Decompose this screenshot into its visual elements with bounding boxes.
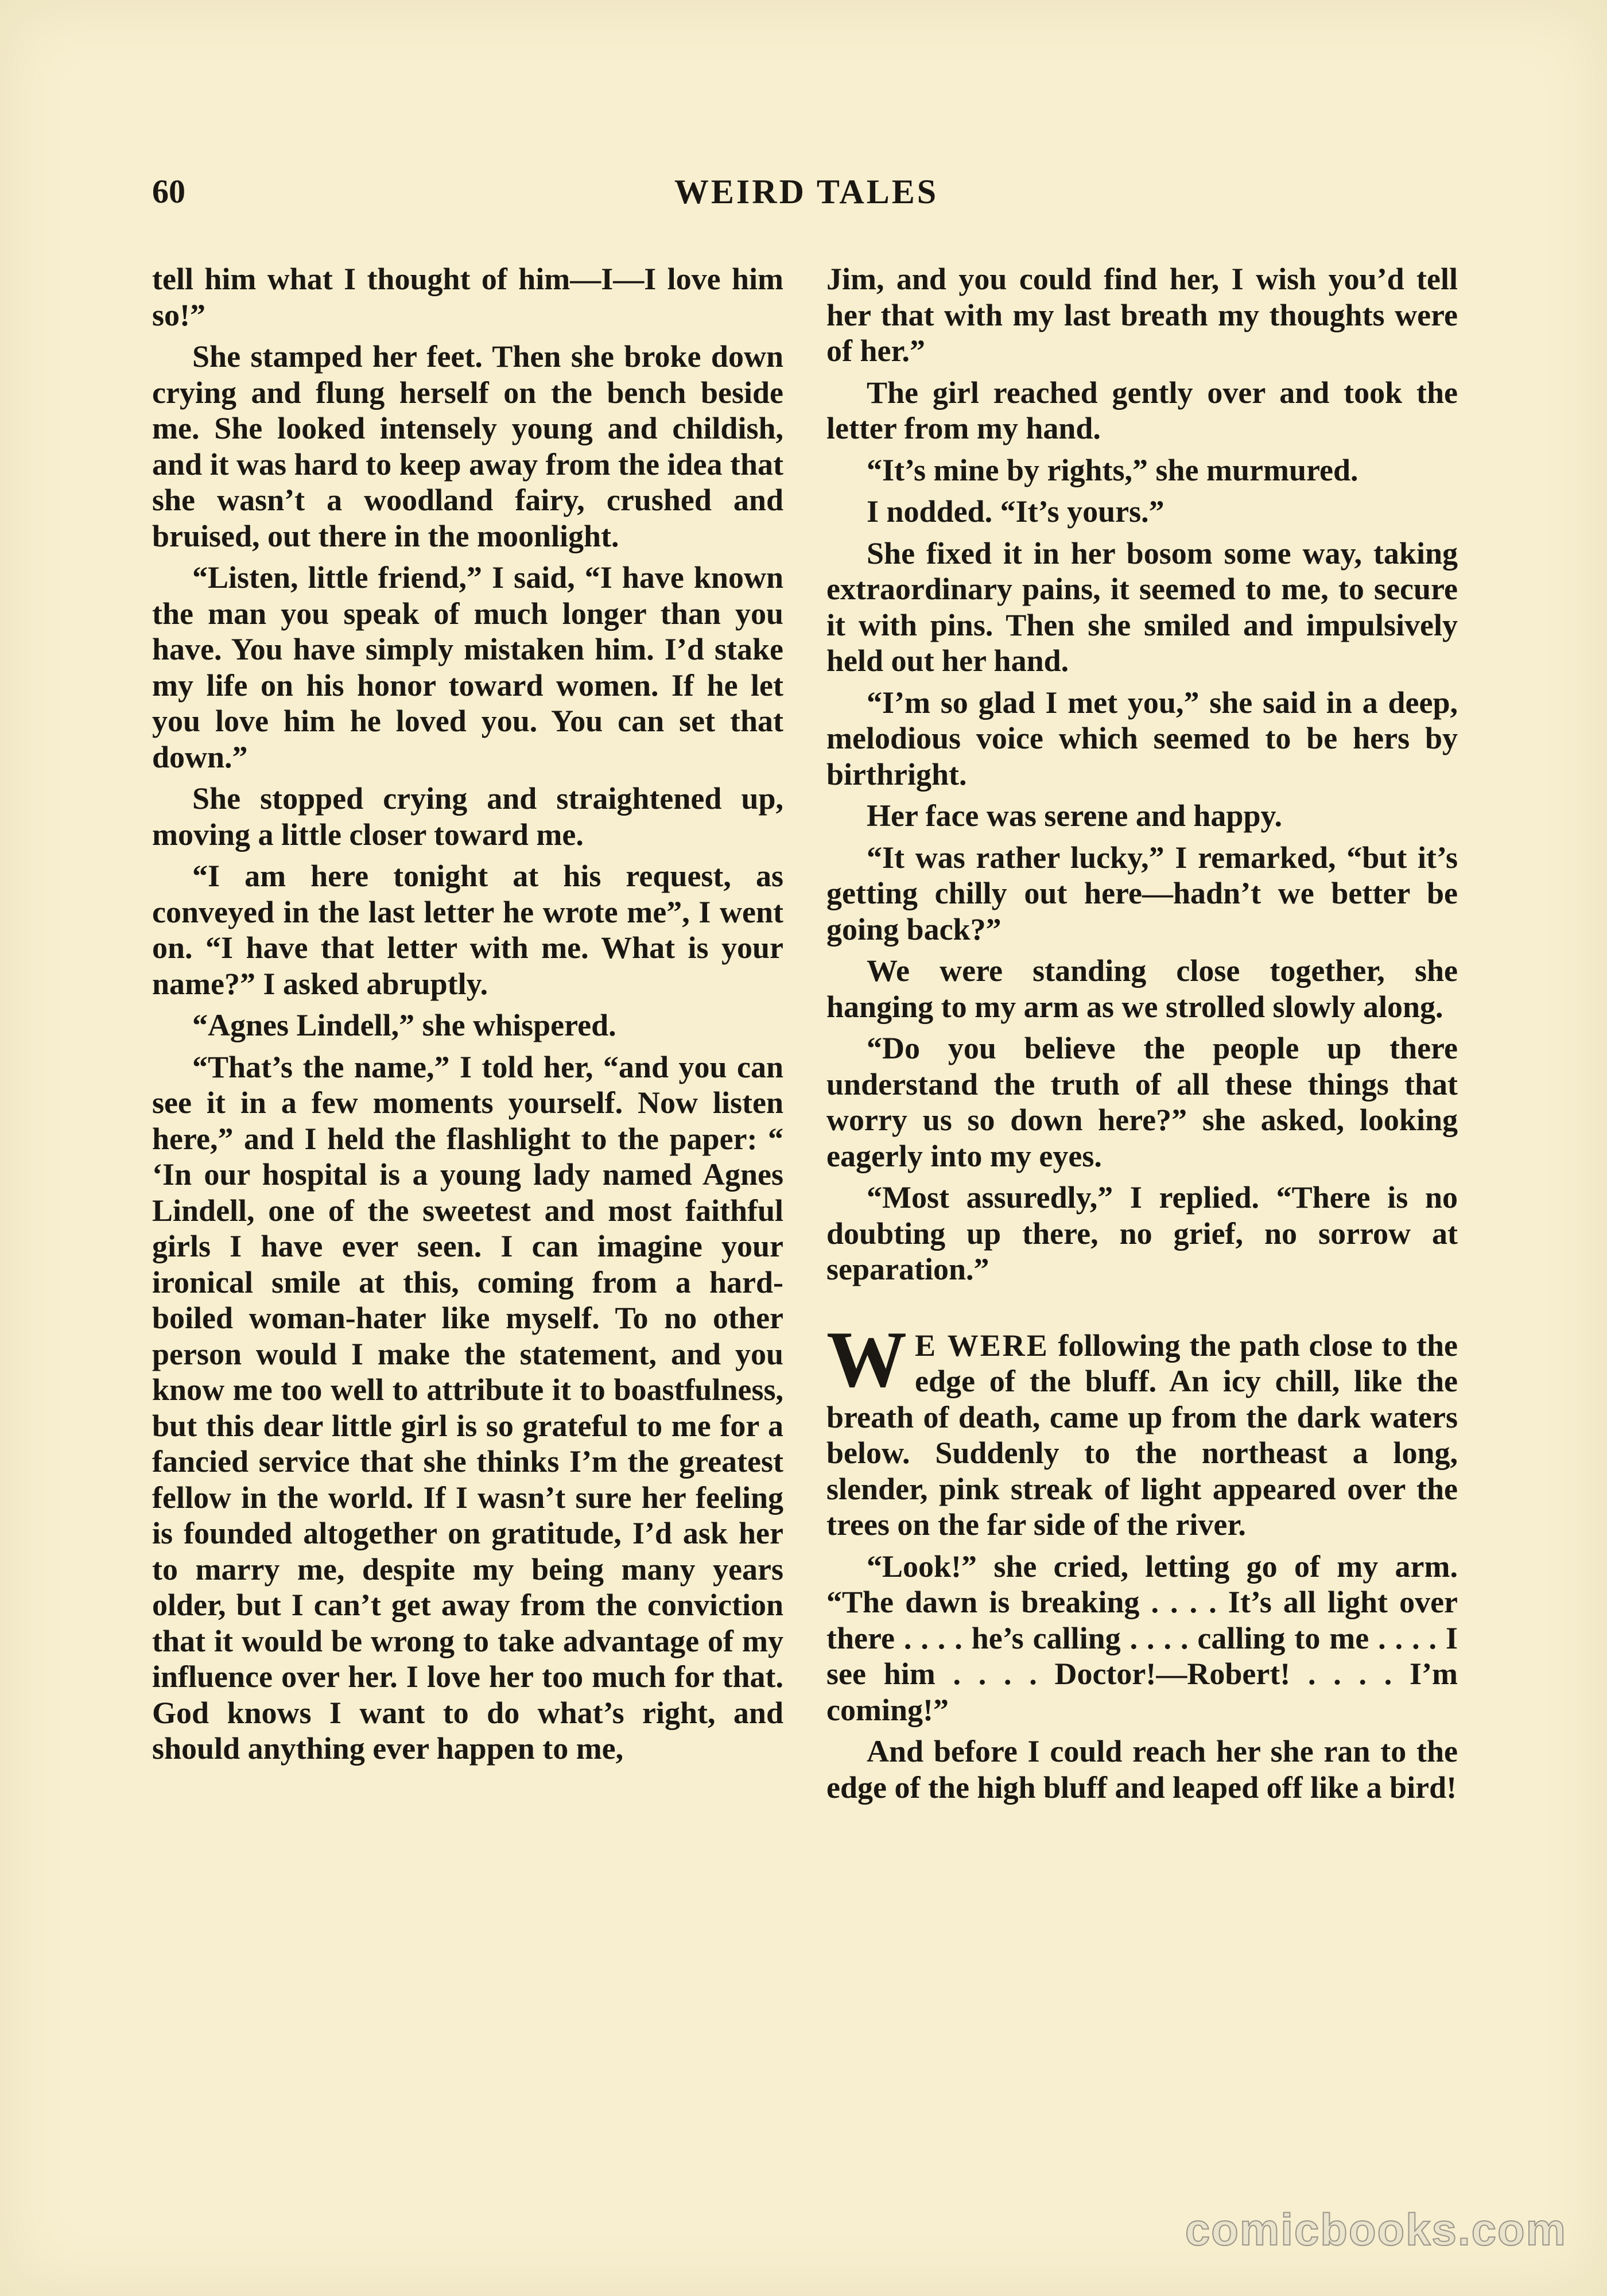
paragraph: “That’s the name,” I told her, “and you can see it in a few moments yourself. Now listen here,” and I held the flashlight to the paper: “ ‘In our hospital is a young lady named Agnes Lindell, one of the sweetest and most faithful girls I have ever seen. I can imagine your ironical smile at this, coming from a hard-boiled woman-hater like myself. To no other person would I make the statement, and you know me too well to attribute it to boastfulness, but this dear little girl is so grateful to me for a fancied service that she thinks I’m the greatest fellow in the world. If I wasn’t sure her feeling is founded altogether on gratitude, I’d ask her to marry me, despite my being many years older, but I can’t get away from the conviction that it would be wrong to take advantage of my influence over her. I love her too much for that. God knows I want to do what’s right, and should anything ever happen to me, <box>152 1049 783 1766</box>
paragraph-text: following the path close to the edge of the bluff. An icy chill, like the breath of death, came up from the dark waters below. Suddenly to the northeast a long, slender, pink streak of light appeared over the trees on the far side of the river. <box>826 1328 1458 1542</box>
paragraph: She stopped crying and straightened up, moving a little closer toward me. <box>152 781 783 852</box>
paragraph: “Most assuredly,” I replied. “There is no doubting up there, no grief, no sorrow at separation.” <box>826 1180 1458 1286</box>
paragraph: The girl reached gently over and took the letter from my hand. <box>826 375 1458 445</box>
lead-in-caps: E WERE <box>915 1328 1049 1363</box>
paragraph: “Listen, little friend,” I said, “I have known the man you speak of much longer than you have. You have simply mistaken him. I’d stake my life on his honor toward women. If he let you love him he loved you. You can set that down.” <box>152 560 783 774</box>
section-break <box>826 1293 1458 1328</box>
paragraph: “Agnes Lindell,” she whispered. <box>192 1008 616 1042</box>
paragraph: “I’m so glad I met you,” she said in a deep, melodious voice which seemed to be hers by birthright. <box>826 685 1458 792</box>
paragraph: I nodded. “It’s yours.” <box>867 494 1165 529</box>
paragraph: tell him what I thought of him—I—I love him so!” <box>152 262 783 332</box>
section-opening-paragraph <box>826 1314 1458 1543</box>
paragraph: “I am here tonight at his request, as conveyed in the last letter he wrote me”, I went on. “I have that letter with me. What is your name?” I asked abruptly. <box>152 859 783 1001</box>
paragraph: And before I could reach her she ran to the edge of the high bluff and leaped off like a bird! <box>826 1734 1458 1805</box>
paragraph: We were standing close together, she hanging to my arm as we strolled slowly along. <box>826 953 1458 1024</box>
drop-cap: W <box>826 1314 907 1404</box>
paragraph: She fixed it in her bosom some way, taking extraordinary pains, it seemed to me, to secure it with pins. Then she smiled and impulsively held out her hand. <box>826 536 1458 678</box>
paragraph: “Do you believe the people up there understand the truth of all these things that worry us so down here?” she asked, looking eagerly into my eyes. <box>826 1031 1458 1173</box>
running-title: WEIRD TALES <box>674 173 939 211</box>
page-header <box>152 172 1461 230</box>
paragraph: She stamped her feet. Then she broke down crying and flung herself on the bench beside me. She looked intensely young and childish, and it was hard to keep away from the idea that she wasn’t a woodland fairy, crushed and bruised, out there in the moonlight. <box>152 339 783 553</box>
page-number: 60 <box>152 173 185 210</box>
right-column <box>826 261 1458 2121</box>
paragraph: Her face was serene and happy. <box>867 798 1283 833</box>
paragraph: “It was rather lucky,” I remarked, “but it’s getting chilly out here—hadn’t we better be going back?” <box>826 840 1458 947</box>
paragraph: Jim, and you could find her, I wish you’d tell her that with my last breath my thoughts were of her.” <box>826 262 1458 368</box>
paragraph: “Look!” she cried, letting go of my arm. “The dawn is breaking . . . . It’s all light over there . . . . he’s calling . . . . calling to me . . . . I see him . . . . Doctor!—Robert! . . . . I’m coming!” <box>826 1549 1458 1727</box>
left-column <box>152 261 783 2121</box>
paragraph: “It’s mine by rights,” she murmured. <box>867 452 1358 487</box>
watermark: comicbooks.com <box>1185 2204 1567 2255</box>
